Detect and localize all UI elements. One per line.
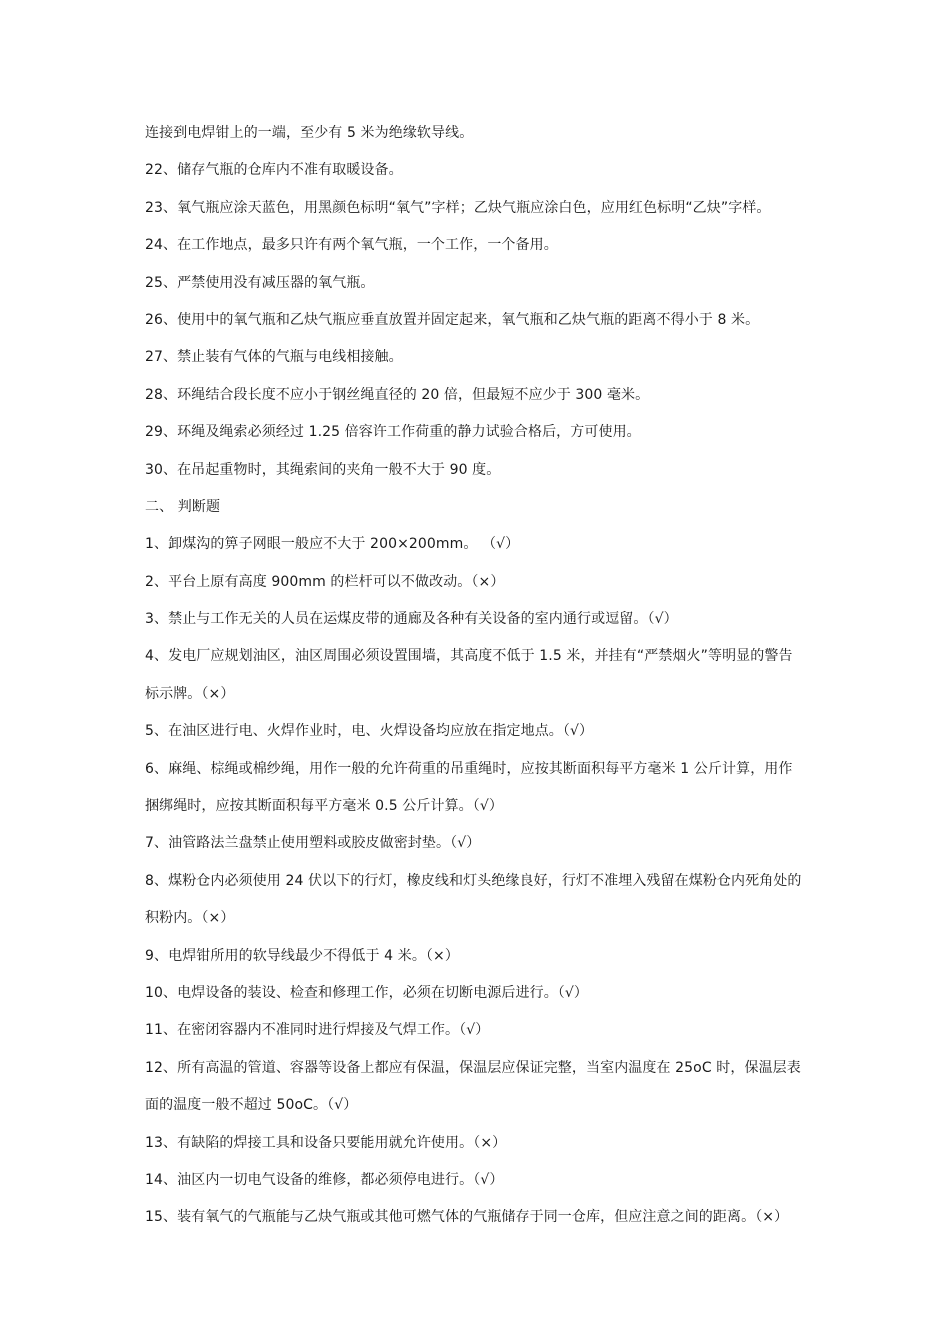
text-line: 9、电焊钳所用的软导线最少不得低于 4 米。（×） xyxy=(145,947,459,964)
text-line: 1、卸煤沟的箅子网眼一般应不大于 200×200mm。 （√） xyxy=(145,536,520,553)
section-heading: 二、 判断题 xyxy=(145,498,221,515)
text-line: 24、在工作地点，最多只许有两个氧气瓶，一个工作，一个备用。 xyxy=(145,237,558,254)
text-line: 积粉内。（×） xyxy=(145,910,235,927)
text-line: 26、使用中的氧气瓶和乙炔气瓶应垂直放置并固定起来，氧气瓶和乙炔气瓶的距离不得小于 8 米。 xyxy=(145,311,760,328)
text-line: 6、麻绳、棕绳或棉纱绳，用作一般的允许荷重的吊重绳时，应按其断面积每平方毫米 1 公斤计算，用作 xyxy=(145,760,793,777)
text-line: 13、有缺陷的焊接工具和设备只要能用就允许使用。（×） xyxy=(145,1134,507,1151)
text-line: 面的温度一般不超过 50oC。（√） xyxy=(145,1097,358,1114)
text-line: 27、禁止装有气体的气瓶与电线相接触。 xyxy=(145,349,403,366)
text-line: 10、电焊设备的装设、检查和修理工作，必须在切断电源后进行。（√） xyxy=(145,984,589,1001)
text-line: 14、油区内一切电气设备的维修，都必须停电进行。（√） xyxy=(145,1171,504,1188)
text-line: 捆绑绳时，应按其断面积每平方毫米 0.5 公斤计算。（√） xyxy=(145,798,503,815)
text-line: 标示牌。（×） xyxy=(145,685,235,702)
text-line: 8、煤粉仓内必须使用 24 伏以下的行灯，橡皮线和灯头绝缘良好，行灯不准埋入残留在煤粉仓内死角处的 xyxy=(145,872,802,889)
text-line: 12、所有高温的管道、容器等设备上都应有保温，保温层应保证完整，当室内温度在 25oC 时，保温层表 xyxy=(145,1059,801,1076)
text-line: 3、禁止与工作无关的人员在运煤皮带的通廊及各种有关设备的室内通行或逗留。（√） xyxy=(145,611,678,628)
text-line: 2、平台上原有高度 900mm 的栏杆可以不做改动。（×） xyxy=(145,573,505,590)
text-line: 22、储存气瓶的仓库内不准有取暖设备。 xyxy=(145,162,403,179)
text-line: 25、严禁使用没有减压器的氧气瓶。 xyxy=(145,274,375,291)
text-line: 15、装有氧气的气瓶能与乙炔气瓶或其他可燃气体的气瓶储存于同一仓库，但应注意之间的距离。（×） xyxy=(145,1209,789,1226)
text-line: 30、在吊起重物时，其绳索间的夹角一般不大于 90 度。 xyxy=(145,461,501,478)
text-line: 28、环绳结合段长度不应小于钢丝绳直径的 20 倍，但最短不应少于 300 毫米。 xyxy=(145,386,650,403)
text-line: 7、油管路法兰盘禁止使用塑料或胶皮做密封垫。（√） xyxy=(145,835,481,852)
text-line: 4、发电厂应规划油区，油区周围必须设置围墙，其高度不低于 1.5 米，并挂有“严禁烟火”等明显的警告 xyxy=(145,648,793,665)
document-body xyxy=(145,121,825,1243)
text-line: 29、环绳及绳索必须经过 1.25 倍容许工作荷重的静力试验合格后，方可使用。 xyxy=(145,424,641,441)
text-line: 5、在油区进行电、火焊作业时，电、火焊设备均应放在指定地点。（√） xyxy=(145,723,594,740)
text-line: 连接到电焊钳上的一端，至少有 5 米为绝缘软导线。 xyxy=(145,125,474,141)
text-line: 11、在密闭容器内不准同时进行焊接及气焊工作。（√） xyxy=(145,1022,490,1039)
text-line: 23、氧气瓶应涂天蓝色，用黑颜色标明“氧气”字样；乙炔气瓶应涂白色，应用红色标明“乙炔”字样。 xyxy=(145,199,771,216)
